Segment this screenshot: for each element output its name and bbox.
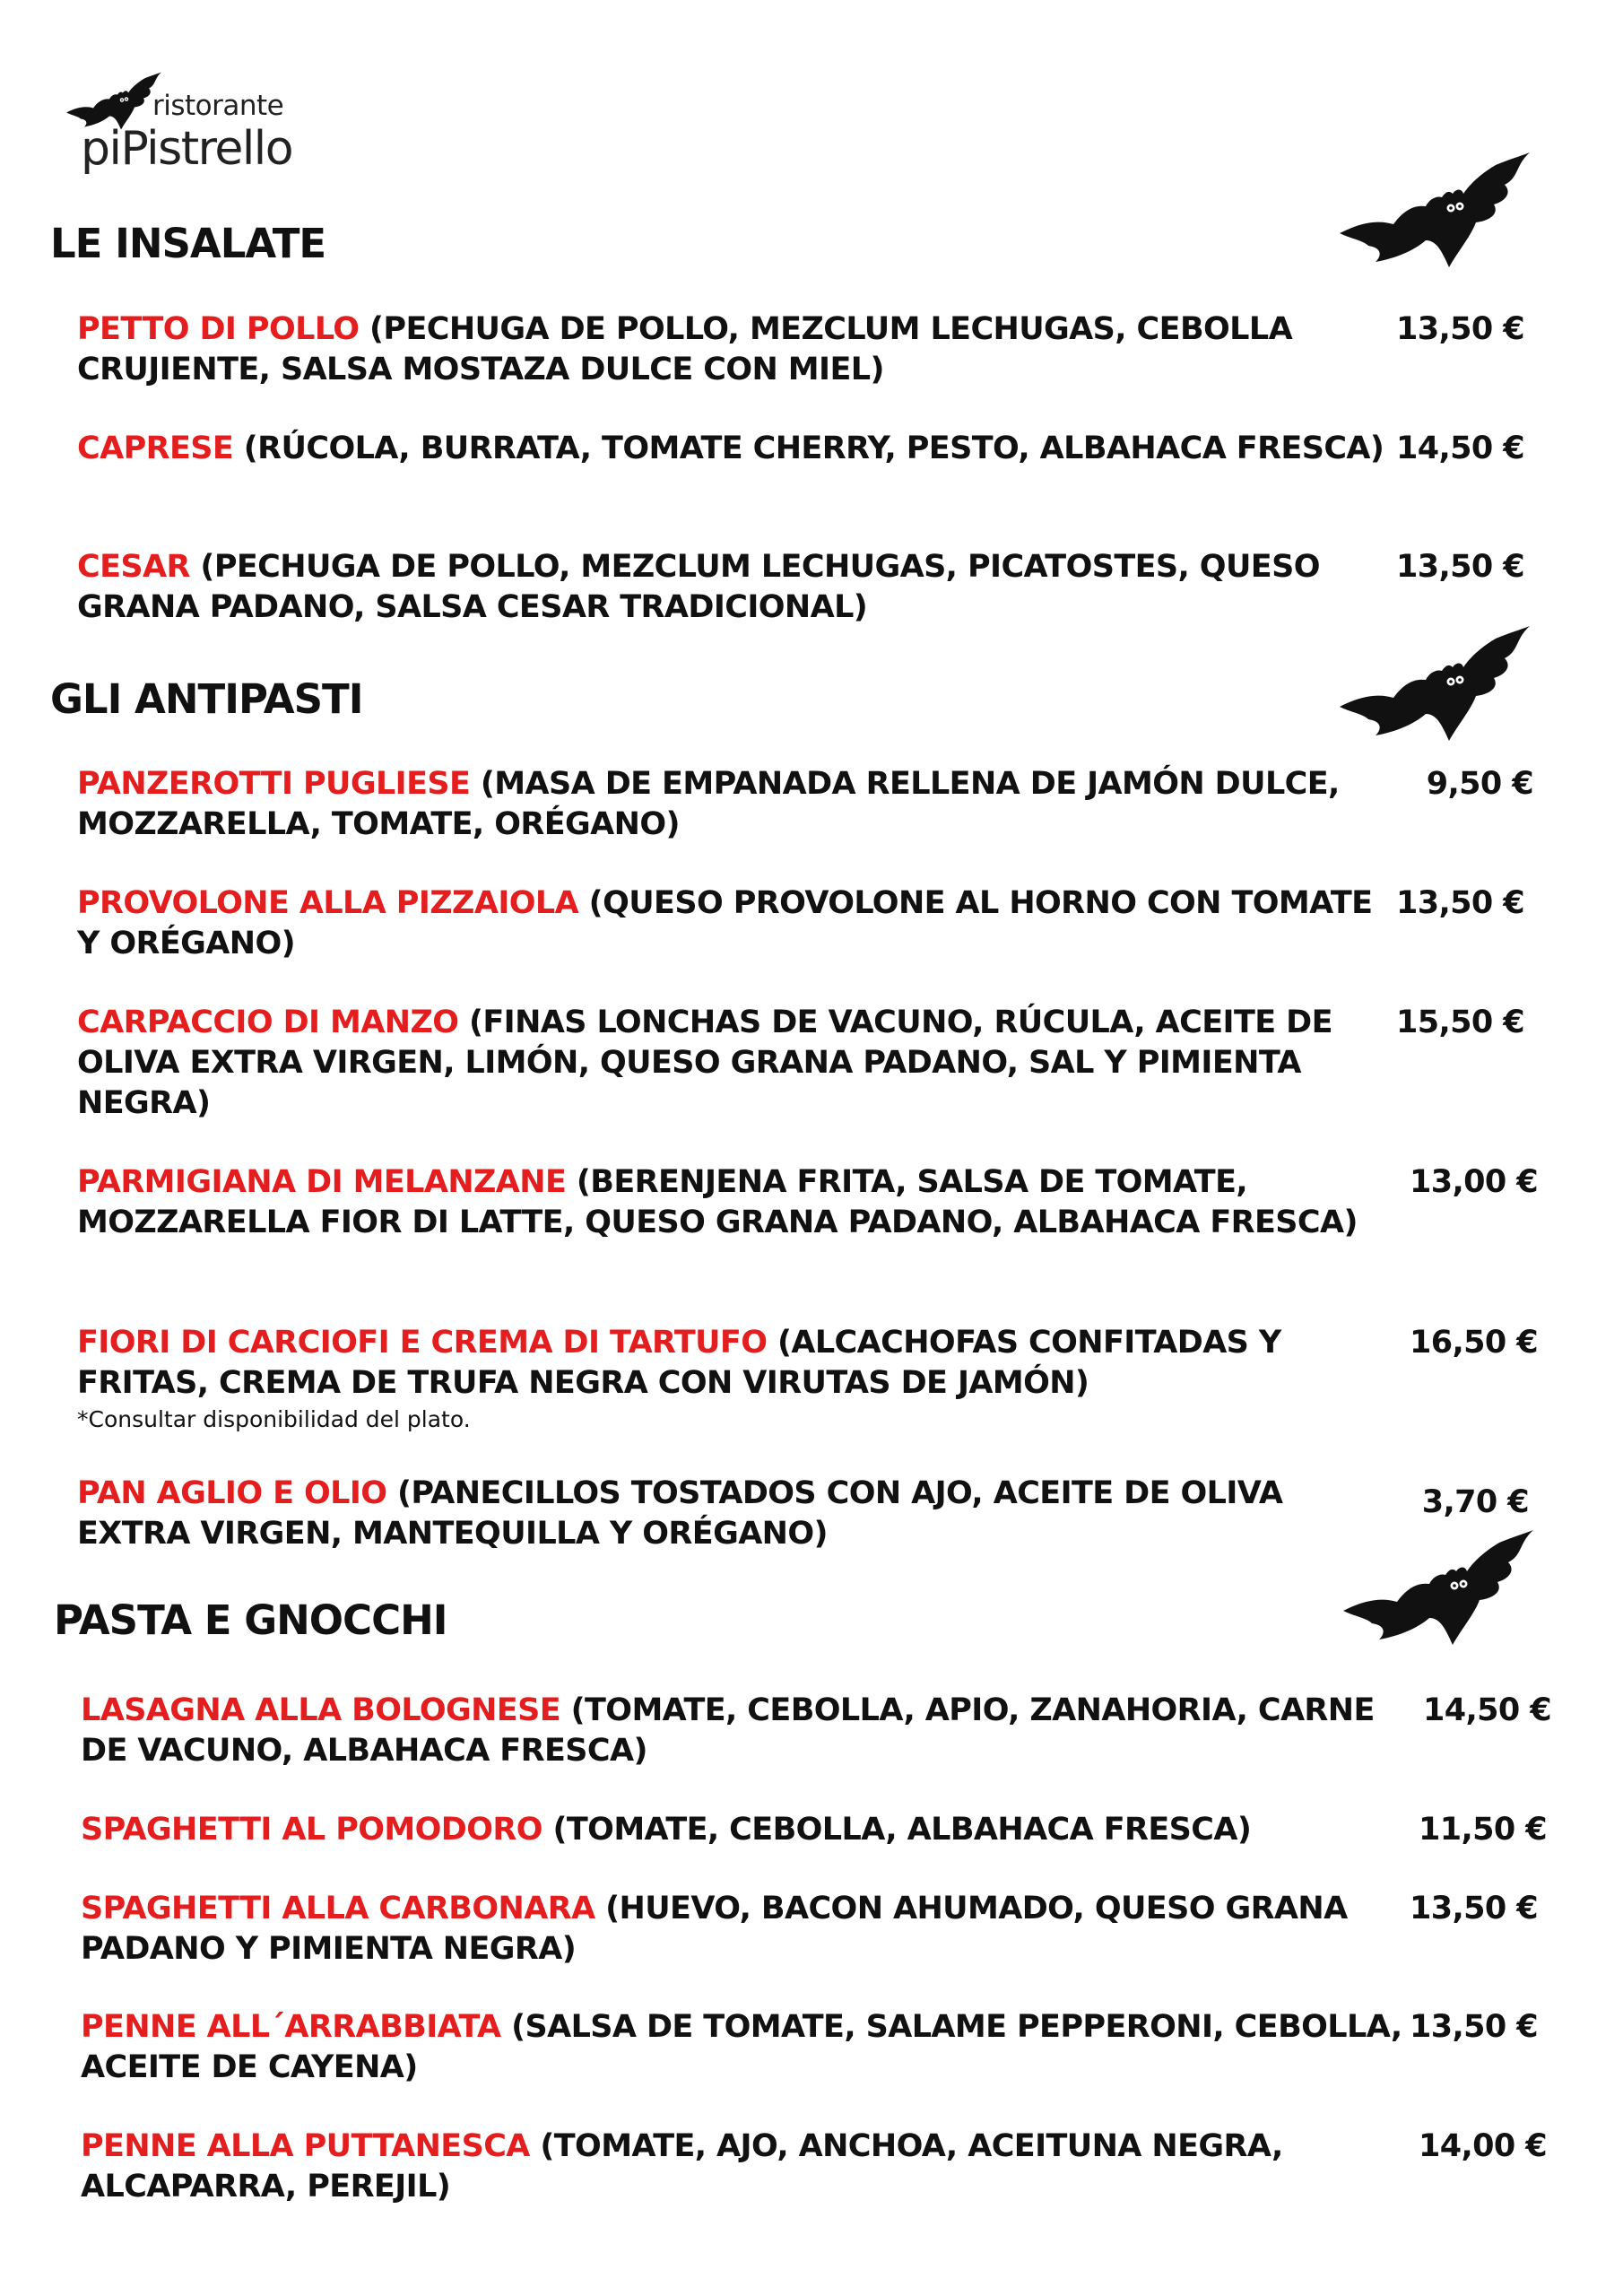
dish-name: PAN AGLIO E OLIO <box>77 1475 387 1511</box>
dish-name: FIORI DI CARCIOFI E CREMA DI TARTUFO <box>77 1325 768 1361</box>
dish-name: PETTO DI POLLO <box>77 311 360 347</box>
dish-price: 13,50 € <box>1395 549 1524 585</box>
dish-name: PENNE ALLA PUTTANESCA <box>81 2128 530 2164</box>
availability-note: *Consultar disponibilidad del plato. <box>77 1406 471 1432</box>
dish-description: (MASA DE EMPANADA RELLENA DE JAMÓN DULCE, MOZZARELLA, TOMATE, ORÉGANO) <box>77 766 1340 842</box>
dish-price: 13,50 € <box>1395 885 1524 921</box>
dish-description: (TOMATE, CEBOLLA, ALBAHACA FRESCA) <box>542 1812 1252 1848</box>
dish-name: SPAGHETTI AL POMODORO <box>81 1812 542 1848</box>
dish-description: (ALCACHOFAS CONFITADAS Y FRITAS, CREMA DE TRUFA NEGRA CON VIRUTAS DE JAMÓN) <box>77 1325 1281 1401</box>
dish-description: (QUESO PROVOLONE AL HORNO CON TOMATE Y ORÉGANO) <box>77 885 1373 961</box>
dish-price: 13,00 € <box>1409 1164 1538 1200</box>
menu-item <box>77 309 1404 390</box>
dish-description: (BERENJENA FRITA, SALSA DE TOMATE, MOZZARELLA FIOR DI LATTE, QUESO GRANA PADANO, ALBAHACA FRESCA) <box>77 1164 1358 1240</box>
dish-price: 11,50 € <box>1418 1812 1547 1848</box>
dish-price: 9,50 € <box>1426 766 1533 802</box>
menu-item <box>81 1691 1408 1771</box>
dish-price: 13,50 € <box>1395 311 1524 347</box>
dish-description: (TOMATE, AJO, ANCHOA, ACEITUNA NEGRA, ALCAPARRA, PEREJIL) <box>81 2128 1283 2205</box>
dish-name: PARMIGIANA DI MELANZANE <box>77 1164 567 1200</box>
dish-price: 14,50 € <box>1422 1692 1551 1728</box>
dish-name: CARPACCIO DI MANZO <box>77 1004 459 1040</box>
logo-ristorante: ristorante <box>152 90 284 122</box>
dish-description: (FINAS LONCHAS DE VACUNO, RÚCULA, ACEITE DE OLIVA EXTRA VIRGEN, LIMÓN, QUESO GRANA PADANO, SAL Y PIMIENTA NEGRA) <box>77 1004 1332 1121</box>
section-title-insalate: LE INSALATE <box>50 220 326 267</box>
dish-name: CAPRESE <box>77 430 234 466</box>
menu-item <box>77 883 1404 964</box>
menu-item <box>77 1474 1404 1554</box>
menu-item <box>77 1003 1404 1124</box>
dish-description: (TOMATE, CEBOLLA, APIO, ZANAHORIA, CARNE DE VACUNO, ALBAHACA FRESCA) <box>81 1692 1375 1769</box>
dish-price: 13,50 € <box>1409 2009 1538 2045</box>
section-title-pasta: PASTA E GNOCCHI <box>54 1596 447 1644</box>
bat-icon <box>1336 626 1533 743</box>
dish-description: (HUEVO, BACON AHUMADO, QUESO GRANA PADANO Y PIMIENTA NEGRA) <box>81 1891 1348 1967</box>
dish-price: 15,50 € <box>1395 1004 1524 1040</box>
restaurant-logo <box>65 70 298 178</box>
menu-item <box>77 429 1404 469</box>
menu-item <box>77 1162 1404 1243</box>
dish-description: (PANECILLOS TOSTADOS CON AJO, ACEITE DE OLIVA EXTRA VIRGEN, MANTEQUILLA Y ORÉGANO) <box>77 1475 1283 1552</box>
bat-icon <box>1340 1530 1537 1647</box>
dish-name: SPAGHETTI ALLA CARBONARA <box>81 1891 595 1926</box>
dish-name: PENNE ALL´ARRABBIATA <box>81 2009 501 2045</box>
section-title-antipasti: GLI ANTIPASTI <box>50 675 363 723</box>
menu-item <box>81 2126 1408 2207</box>
menu-item <box>81 2007 1408 2088</box>
menu-item <box>77 547 1404 628</box>
menu-item <box>77 1323 1404 1434</box>
dish-description: (PECHUGA DE POLLO, MEZCLUM LECHUGAS, PICATOSTES, QUESO GRANA PADANO, SALSA CESAR TRADICIONAL) <box>77 549 1320 625</box>
bat-icon <box>1336 152 1533 269</box>
dish-name: LASAGNA ALLA BOLOGNESE <box>81 1692 561 1728</box>
dish-price: 14,50 € <box>1395 430 1524 466</box>
logo-name: piPistrello <box>81 122 293 176</box>
dish-name: PANZEROTTI PUGLIESE <box>77 766 471 802</box>
dish-description: (PECHUGA DE POLLO, MEZCLUM LECHUGAS, CEBOLLA CRUJIENTE, SALSA MOSTAZA DULCE CON MIEL) <box>77 311 1293 387</box>
dish-price: 14,00 € <box>1418 2128 1547 2164</box>
dish-price: 3,70 € <box>1421 1484 1529 1520</box>
dish-description: (SALSA DE TOMATE, SALAME PEPPERONI, CEBOLLA, ACEITE DE CAYENA) <box>81 2009 1402 2085</box>
dish-price: 16,50 € <box>1409 1325 1538 1361</box>
menu-item <box>81 1889 1408 1970</box>
menu-item <box>81 1810 1408 1850</box>
dish-description: (RÚCOLA, BURRATA, TOMATE CHERRY, PESTO, ALBAHACA FRESCA) <box>233 430 1384 466</box>
dish-name: PROVOLONE ALLA PIZZAIOLA <box>77 885 579 921</box>
menu-item <box>77 764 1404 845</box>
dish-name: CESAR <box>77 549 190 585</box>
dish-price: 13,50 € <box>1409 1891 1538 1926</box>
